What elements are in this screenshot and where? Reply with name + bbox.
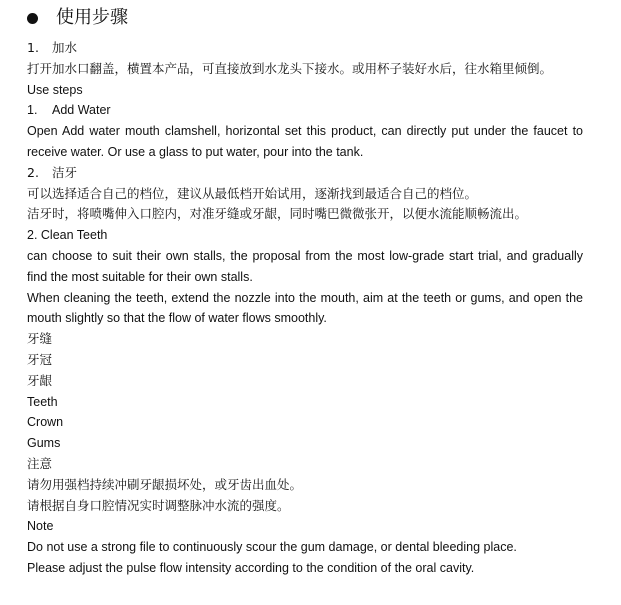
step1-cn-heading: [27, 38, 583, 59]
part-label-cn-crown: 牙冠: [27, 351, 53, 367]
step2-en-body-2: When cleaning the teeth, extend the nozzle into the mouth, aim at the teeth or gums, and open the mouth slightly so that the flow of water flows smoothly.: [27, 290, 583, 326]
instruction-document: [27, 0, 583, 579]
step2-cn-body-1: 可以选择适合自己的档位，建议从最低档开始试用，逐渐找到最适合自己的档位。: [27, 185, 478, 201]
part-label-en-teeth: Teeth: [27, 394, 58, 409]
step2-cn-body-2: 洁牙时，将喷嘴伸入口腔内，对准牙缝或牙龈，同时嘴巴微微张开，以便水流能顺畅流出。: [27, 206, 528, 222]
part-label-en-gums: Gums: [27, 436, 61, 451]
note-en-2: Please adjust the pulse flow intensity according to the condition of the oral cavity.: [27, 560, 475, 575]
step1-cn-body: 打开加水口翻盖，横置本产品，可直接放到水龙头下接水。或用杯子装好水后，往水箱里倾倒。: [27, 60, 553, 76]
step2-cn-number: 2.: [27, 164, 39, 180]
use-steps-label: Use steps: [27, 82, 83, 97]
page-title: 使用步骤: [56, 7, 128, 28]
step1-cn-number: 1.: [27, 40, 39, 55]
part-label-en-crown: Crown: [27, 415, 64, 430]
step1-en-title: Add Water: [52, 103, 111, 118]
step1-en-body: Open Add water mouth clamshell, horizontal set this product, can directly put under the faucet to receive water. Or use a glass to put water, pour into the tank.: [27, 124, 583, 159]
step1-en-heading: [27, 100, 583, 121]
step1-en-number: 1.: [27, 103, 38, 118]
step2-en-heading: 2. Clean Teeth: [27, 228, 108, 243]
note-cn-1: 请勿用强档持续冲刷牙龈损坏处，或牙齿出血处。: [27, 476, 303, 492]
note-en-1: Do not use a strong file to continuously scour the gum damage, or dental bleeding place.: [27, 540, 517, 555]
part-label-cn-gums: 牙龈: [27, 372, 53, 388]
step2-cn-title: 洁牙: [52, 164, 78, 180]
step1-cn-title: 加水: [52, 40, 78, 55]
note-en-label: Note: [27, 519, 54, 534]
bullet-icon: [27, 13, 38, 24]
note-cn-2: 请根据自身口腔情况实时调整脉冲水流的强度。: [27, 497, 290, 513]
heading-row: [27, 0, 583, 38]
note-cn-label: 注意: [27, 455, 53, 471]
part-label-cn-teeth-gap: 牙缝: [27, 331, 53, 347]
step2-en-body-1: can choose to suit their own stalls, the proposal from the most low-grade start trial, and gradually find the most suitable for their own stalls.: [27, 248, 583, 284]
step2-cn-heading: [27, 163, 583, 184]
